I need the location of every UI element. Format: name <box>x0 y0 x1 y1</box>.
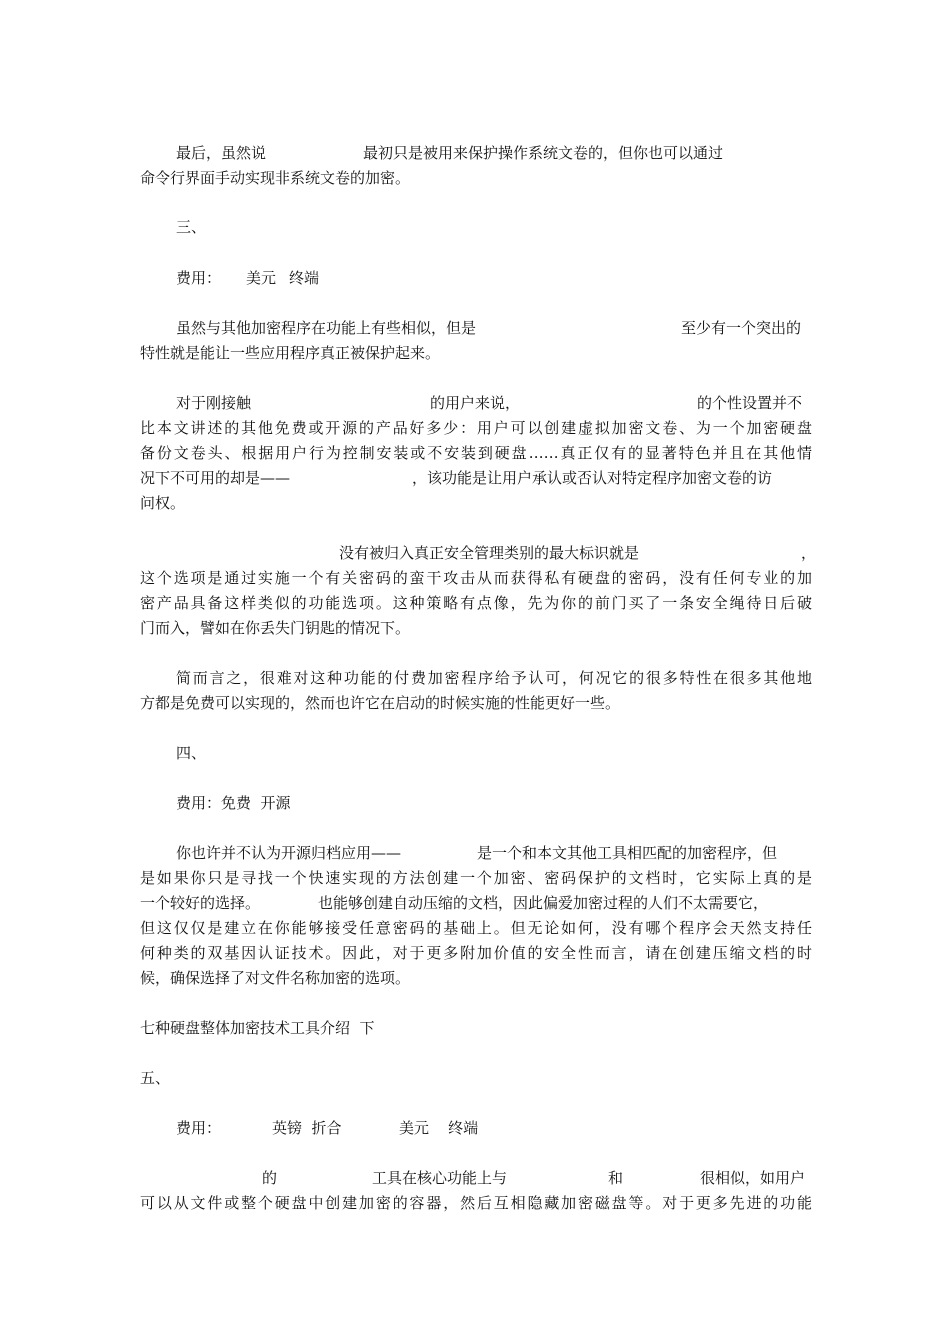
paragraph-line: 这个选项是通过实施一个有关密码的蛮干攻击从而获得私有硬盘的密码，没有任何专业的加 <box>140 569 812 587</box>
paragraph-line: 命令行界面手动实现非系统文卷的加密。 <box>140 169 411 187</box>
paragraph-line: 是如果你只是寻找一个快速实现的方法创建一个加密、密码保护的文档时，它实际上真的是 <box>140 869 812 887</box>
paragraph-line: 候，确保选择了对文件名称加密的选项。 <box>140 969 411 987</box>
section-heading: 四、 <box>176 744 207 762</box>
paragraph-line: 特性就是能让一些应用程序真正被保护起来。 <box>140 344 441 362</box>
paragraph-line: 简而言之，很难对这种功能的付费加密程序给予认可，何况它的很多特性在很多其他地 <box>176 669 812 687</box>
paragraph-line <box>0 543 950 563</box>
paragraph-line: 密产品具备这样类似的功能选项。这种策略有点像，先为你的前门买了一条安全绳待日后破 <box>140 594 812 612</box>
section-heading: 五、 <box>140 1069 171 1087</box>
cost-label: 费用： <box>176 269 222 287</box>
cost-line <box>0 1118 950 1138</box>
text-segment: 工具在核心功能上与 <box>372 1169 508 1187</box>
text-segment: 和 <box>608 1169 624 1187</box>
text-segment: 你也许并不认为开源归档应用—— <box>176 844 402 862</box>
paragraph-line: 问权。 <box>140 494 186 512</box>
paragraph-line: 备份文卷头、根据用户行为控制安装或不安装到硬盘……真正仅有的显著特色并且在其他情 <box>140 444 812 462</box>
text-segment: 虽然与其他加密程序在功能上有些相似，但是 <box>176 319 477 337</box>
text-segment: 没有被归入真正安全管理类别的最大标识就是 <box>339 544 640 562</box>
cost-currency: 英镑 折合 <box>272 1119 342 1137</box>
text-segment: 最后，虽然说 <box>176 144 267 162</box>
paragraph-line <box>0 1168 950 1188</box>
paragraph-line: 可以从文件或整个硬盘中创建加密的容器，然后互相隐藏加密磁盘等。对于更多先进的功能 <box>140 1194 812 1212</box>
article-subtitle: 七种硬盘整体加密技术工具介绍 下 <box>140 1019 375 1037</box>
paragraph-line: 比本文讲述的其他免费或开源的产品好多少：用户可以创建虚拟加密文卷、为一个加密硬盘 <box>140 419 812 437</box>
text-segment: 也能够创建自动压缩的文档，因此偏爱加密过程的人们不太需要它， <box>318 894 769 912</box>
paragraph-line <box>0 893 950 913</box>
paragraph-line: 何种类的双基因认证技术。因此，对于更多附加价值的安全性而言，请在创建压缩文档的时 <box>140 944 812 962</box>
cost-label: 费用： <box>176 1119 222 1137</box>
paragraph-line <box>0 468 950 488</box>
text-segment: 对于刚接触 <box>176 394 252 412</box>
paragraph-line <box>0 843 950 863</box>
cost-platform: 终端 <box>289 269 320 287</box>
paragraph-line: 方都是免费可以实现的，然而也许它在启动的时候实施的性能更好一些。 <box>140 694 621 712</box>
text-segment: 一个较好的选择。 <box>140 894 261 912</box>
cost-currency: 美元 <box>246 269 277 287</box>
text-segment: ， <box>801 544 817 562</box>
text-segment: 至少有一个突出的 <box>681 319 802 337</box>
text-segment: 最初只是被用来保护操作系统文卷的，但你也可以通过 <box>363 144 724 162</box>
paragraph-line <box>0 318 950 338</box>
text-segment: 的用户来说， <box>430 394 521 412</box>
text-segment: ，该功能是让用户承认或否认对特定程序加密文卷的访 <box>412 469 773 487</box>
text-segment: 的 <box>262 1169 278 1187</box>
text-segment: 况下不可用的却是—— <box>140 469 291 487</box>
paragraph-line: 门而入，譬如在你丢失门钥匙的情况下。 <box>140 619 411 637</box>
text-segment: 是一个和本文其他工具相匹配的加密程序，但 <box>477 844 778 862</box>
cost-platform: 美元 终端 <box>399 1119 479 1137</box>
cost-line <box>0 268 950 288</box>
paragraph-line <box>0 143 950 163</box>
cost-line: 费用：免费 开源 <box>176 794 291 812</box>
text-segment: 的个性设置并不 <box>697 394 803 412</box>
paragraph-line: 但这仅仅是建立在你能够接受任意密码的基础上。但无论如何，没有哪个程序会天然支持任 <box>140 919 812 937</box>
text-segment: 很相似，如用户 <box>700 1169 806 1187</box>
paragraph-line <box>0 393 950 413</box>
section-heading: 三、 <box>176 218 207 236</box>
